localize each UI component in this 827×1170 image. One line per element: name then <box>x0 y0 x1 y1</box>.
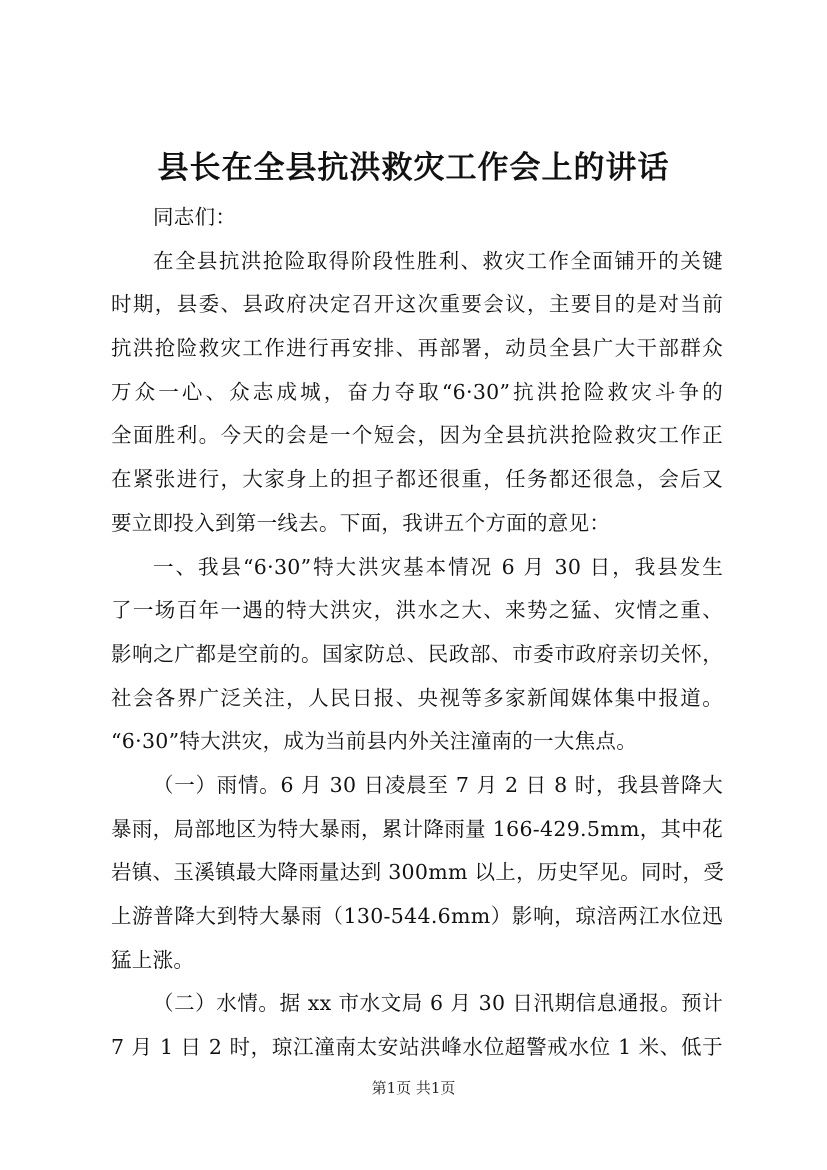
paragraph-line: （二）水情。据 xx 市水文局 6 月 30 日汛期信息通报。预计 <box>153 991 723 1016</box>
document-title: 县长在全县抗洪救灾工作会上的讲话 <box>157 150 670 186</box>
paragraph-line: 7 月 1 日 2 时，琼江潼南太安站洪峰水位超警戒水位 1 米、低于 <box>111 1035 723 1060</box>
salutation: 同志们： <box>153 205 237 229</box>
paragraph-line: “6·30”特大洪灾，成为当前县内外关注潼南的一大焦点。 <box>111 729 638 754</box>
document-body <box>111 196 723 1070</box>
paragraph-line: 万众一心、众志成城，奋力夺取“6·30”抗洪抢险救灾斗争的 <box>111 379 723 404</box>
paragraph-line: 在紧张进行，大家身上的担子都还很重，任务都还很急，会后又 <box>111 467 723 492</box>
page-number: 第1页 共1页 <box>371 1079 456 1097</box>
paragraph-line: 暴雨，局部地区为特大暴雨，累计降雨量 166-429.5mm，其中花 <box>111 816 723 841</box>
paragraph-line: 一、我县“6·30”特大洪灾基本情况 6 月 30 日，我县发生 <box>153 554 723 579</box>
paragraph-line: 全面胜利。今天的会是一个短会，因为全县抗洪抢险救灾工作正 <box>111 423 723 448</box>
paragraph-line: 上游普降大到特大暴雨（130-544.6mm）影响，琼涪两江水位迅 <box>111 904 723 928</box>
paragraph-line: 社会各界广泛关注，人民日报、央视等多家新闻媒体集中报道。 <box>111 685 723 710</box>
paragraph-line: 要立即投入到第一线去。下面，我讲五个方面的意见： <box>111 510 611 535</box>
paragraph-line: （一）雨情。6 月 30 日凌晨至 7 月 2 日 8 时，我县普降大 <box>153 772 723 797</box>
paragraph-line: 抗洪抢险救灾工作进行再安排、再部署，动员全县广大干部群众 <box>111 336 723 361</box>
paragraph-line: 猛上涨。 <box>111 947 195 972</box>
paragraph-line: 影响之广都是空前的。国家防总、民政部、市委市政府亲切关怀， <box>111 641 723 666</box>
paragraph-line: 了一场百年一遇的特大洪灾，洪水之大、来势之猛、灾情之重、 <box>111 598 723 623</box>
paragraph-line: 在全县抗洪抢险取得阶段性胜利、救灾工作全面铺开的关键 <box>153 248 723 273</box>
paragraph-line: 岩镇、玉溪镇最大降雨量达到 300mm 以上，历史罕见。同时，受 <box>111 860 725 885</box>
paragraph-line: 时期，县委、县政府决定召开这次重要会议，主要目的是对当前 <box>111 292 723 317</box>
